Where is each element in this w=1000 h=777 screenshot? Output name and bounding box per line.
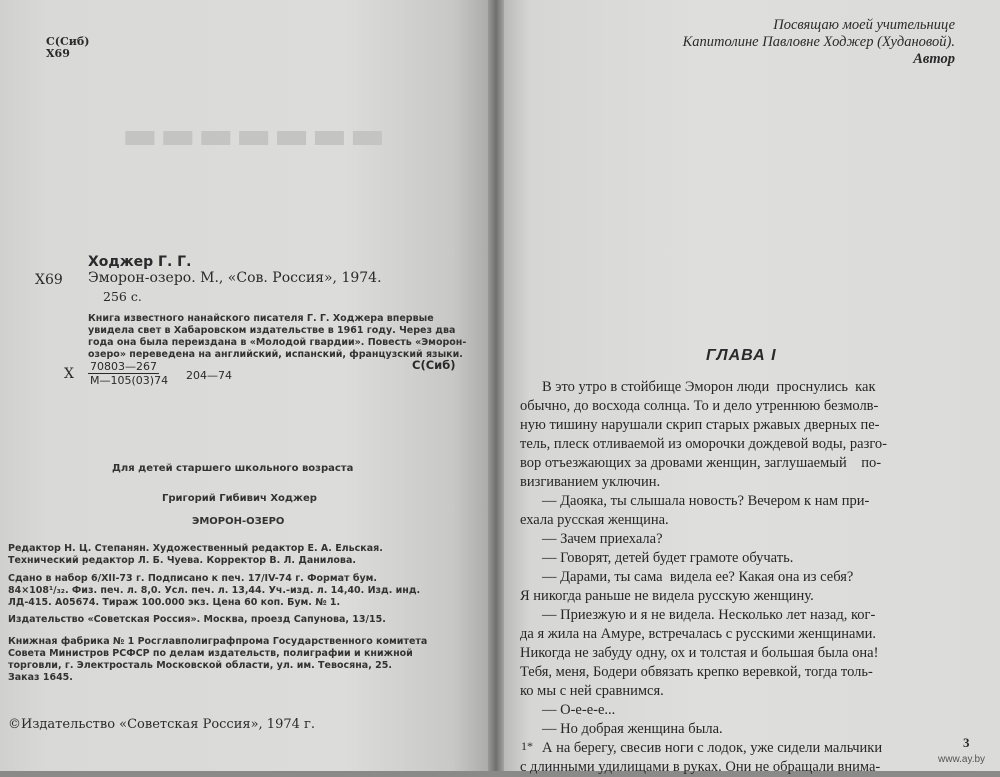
story-text-line: обычно, до восхода солнца. То и дело утреннюю безмолв- (520, 398, 879, 414)
copyright: ©Издательство «Советская Россия», 1974 г. (8, 717, 315, 732)
watermark: www.ay.by (938, 754, 986, 765)
fraction-prefix: Х (64, 366, 74, 382)
print-info-line-1: Сдано в набор 6/XII-73 г. Подписано к печ. 17/IV-74 г. Формат бум. (8, 573, 378, 584)
story-text-line: В это утро в стойбище Эморон люди проснулись как (542, 379, 876, 395)
fraction-bottom: М—105(03)74 (90, 374, 169, 387)
story-text-line: вор отъезжающих за дровами женщин, заглушаемый по- (520, 455, 882, 471)
author-heading: Ходжер Г. Г. (88, 254, 192, 270)
factory-line-4: Заказ 1645. (8, 672, 73, 683)
annotation-line-3: года она была переиздана в «Молодой гвардии». Повесть «Эморон- (88, 337, 467, 348)
page-number: 3 (963, 735, 970, 750)
story-text-line: визгиванием уключин. (520, 474, 661, 490)
dedication-line-2: Капитолине Павловне Ходжер (Худановой). (682, 34, 955, 50)
print-info-line-2: 84×108¹/₃₂. Физ. печ. л. 8,0. Усл. печ. л. 13,44. Уч.-изд. л. 14,40. Изд. инд. (8, 585, 421, 596)
signature-mark: 1* (521, 739, 533, 753)
book-spine (488, 0, 504, 771)
fraction-top: 70803—267 (90, 360, 157, 373)
story-text-line: Тебя, меня, Бодери обвязать крепко веревкой, тогда толь- (520, 664, 873, 680)
annotation-line-1: Книга известного нанайского писателя Г. Г. Ходжера впервые (88, 313, 434, 324)
story-text-line: — Дарами, ты сама видела ее? Какая она из себя? (542, 569, 854, 585)
story-text-line: тель, плеск отливаемой из оморочки дождевой воды, разго- (520, 436, 888, 452)
fraction-suffix: 204—74 (186, 369, 232, 382)
code-top-1: С(Сиб) (46, 35, 90, 48)
story-text-line: ную тишину нарушали скрип старых ржавых дверных пе- (520, 417, 880, 433)
title-caps: ЭМОРОН-ОЗЕРО (192, 516, 285, 527)
dedication-signature: Автор (913, 51, 955, 67)
print-info-line-3: ЛД-415. А05674. Тираж 100.000 экз. Цена 60 коп. Бум. № 1. (8, 597, 341, 608)
author-full: Григорий Гибивич Ходжер (162, 493, 317, 504)
editors-line-1: Редактор Н. Ц. Степанян. Художественный редактор Е. А. Ельская. (8, 543, 383, 554)
factory-line-1: Книжная фабрика № 1 Росглавполиграфпрома Государственного комитета (8, 636, 428, 647)
audience: Для детей старшего школьного возраста (112, 463, 354, 474)
story-text (520, 378, 887, 777)
story-text-line: с длинными удилищами в руках. Они не обращали внима- (520, 759, 881, 775)
story-text-line: ко мы с ней сравнимся. (520, 683, 664, 699)
annotation-line-4: озеро» переведена на английский, испанский, французский языки. (88, 349, 463, 360)
citation: Эморон-озеро. М., «Сов. Россия», 1974. (88, 270, 382, 286)
story-text-line: — Даояка, ты слышала новость? Вечером к нам при- (542, 493, 870, 509)
story-text-line: Я никогда раньше не видела русскую женщину. (520, 588, 814, 604)
story-text-line: Никогда не забуду одну, ох и толстая и большая была она! (520, 645, 879, 661)
editors-line-2: Технический редактор Л. Б. Чуева. Корректор В. Л. Данилова. (8, 555, 356, 566)
class-right: С(Сиб) (412, 358, 456, 372)
story-text-line: — Приезжую и я не видела. Несколько лет назад, ког- (542, 607, 876, 623)
class-code: Х69 (35, 272, 63, 288)
chapter-heading: ГЛАВА I (706, 347, 777, 364)
annotation-line-2: увидела свет в Хабаровском издательстве в 1961 году. Через два (88, 325, 456, 336)
story-text-line: — Говорят, детей будет грамоте обучать. (542, 550, 794, 566)
factory-line-3: торговли, г. Электросталь Московской области, ул. им. Тевосяна, 25. (8, 660, 392, 671)
story-text-line: — Зачем приехала? (542, 531, 663, 547)
fraction-block (88, 360, 168, 387)
story-text-line: да я жила на Амуре, встречалась с русскими женщинами. (520, 626, 877, 642)
story-text-line: — О-е-е-е... (542, 702, 616, 718)
story-text-line: ехала русская женщина. (520, 512, 669, 528)
dedication-line-1: Посвящаю моей учительнице (773, 17, 955, 33)
code-top-2: Х69 (46, 47, 70, 60)
publisher-address: Издательство «Советская Россия». Москва, проезд Сапунова, 13/15. (8, 614, 386, 625)
show-through-title-shape: ▬▬▬▬▬▬▬ (120, 112, 386, 157)
story-text-line: А на берегу, свесив ноги с лодок, уже сидели мальчики (542, 740, 883, 756)
page-count: 256 с. (103, 289, 142, 304)
factory-line-2: Совета Министров РСФСР по делам издательств, полиграфии и книжной (8, 648, 413, 659)
story-text-line: — Но добрая женщина была. (542, 721, 723, 737)
